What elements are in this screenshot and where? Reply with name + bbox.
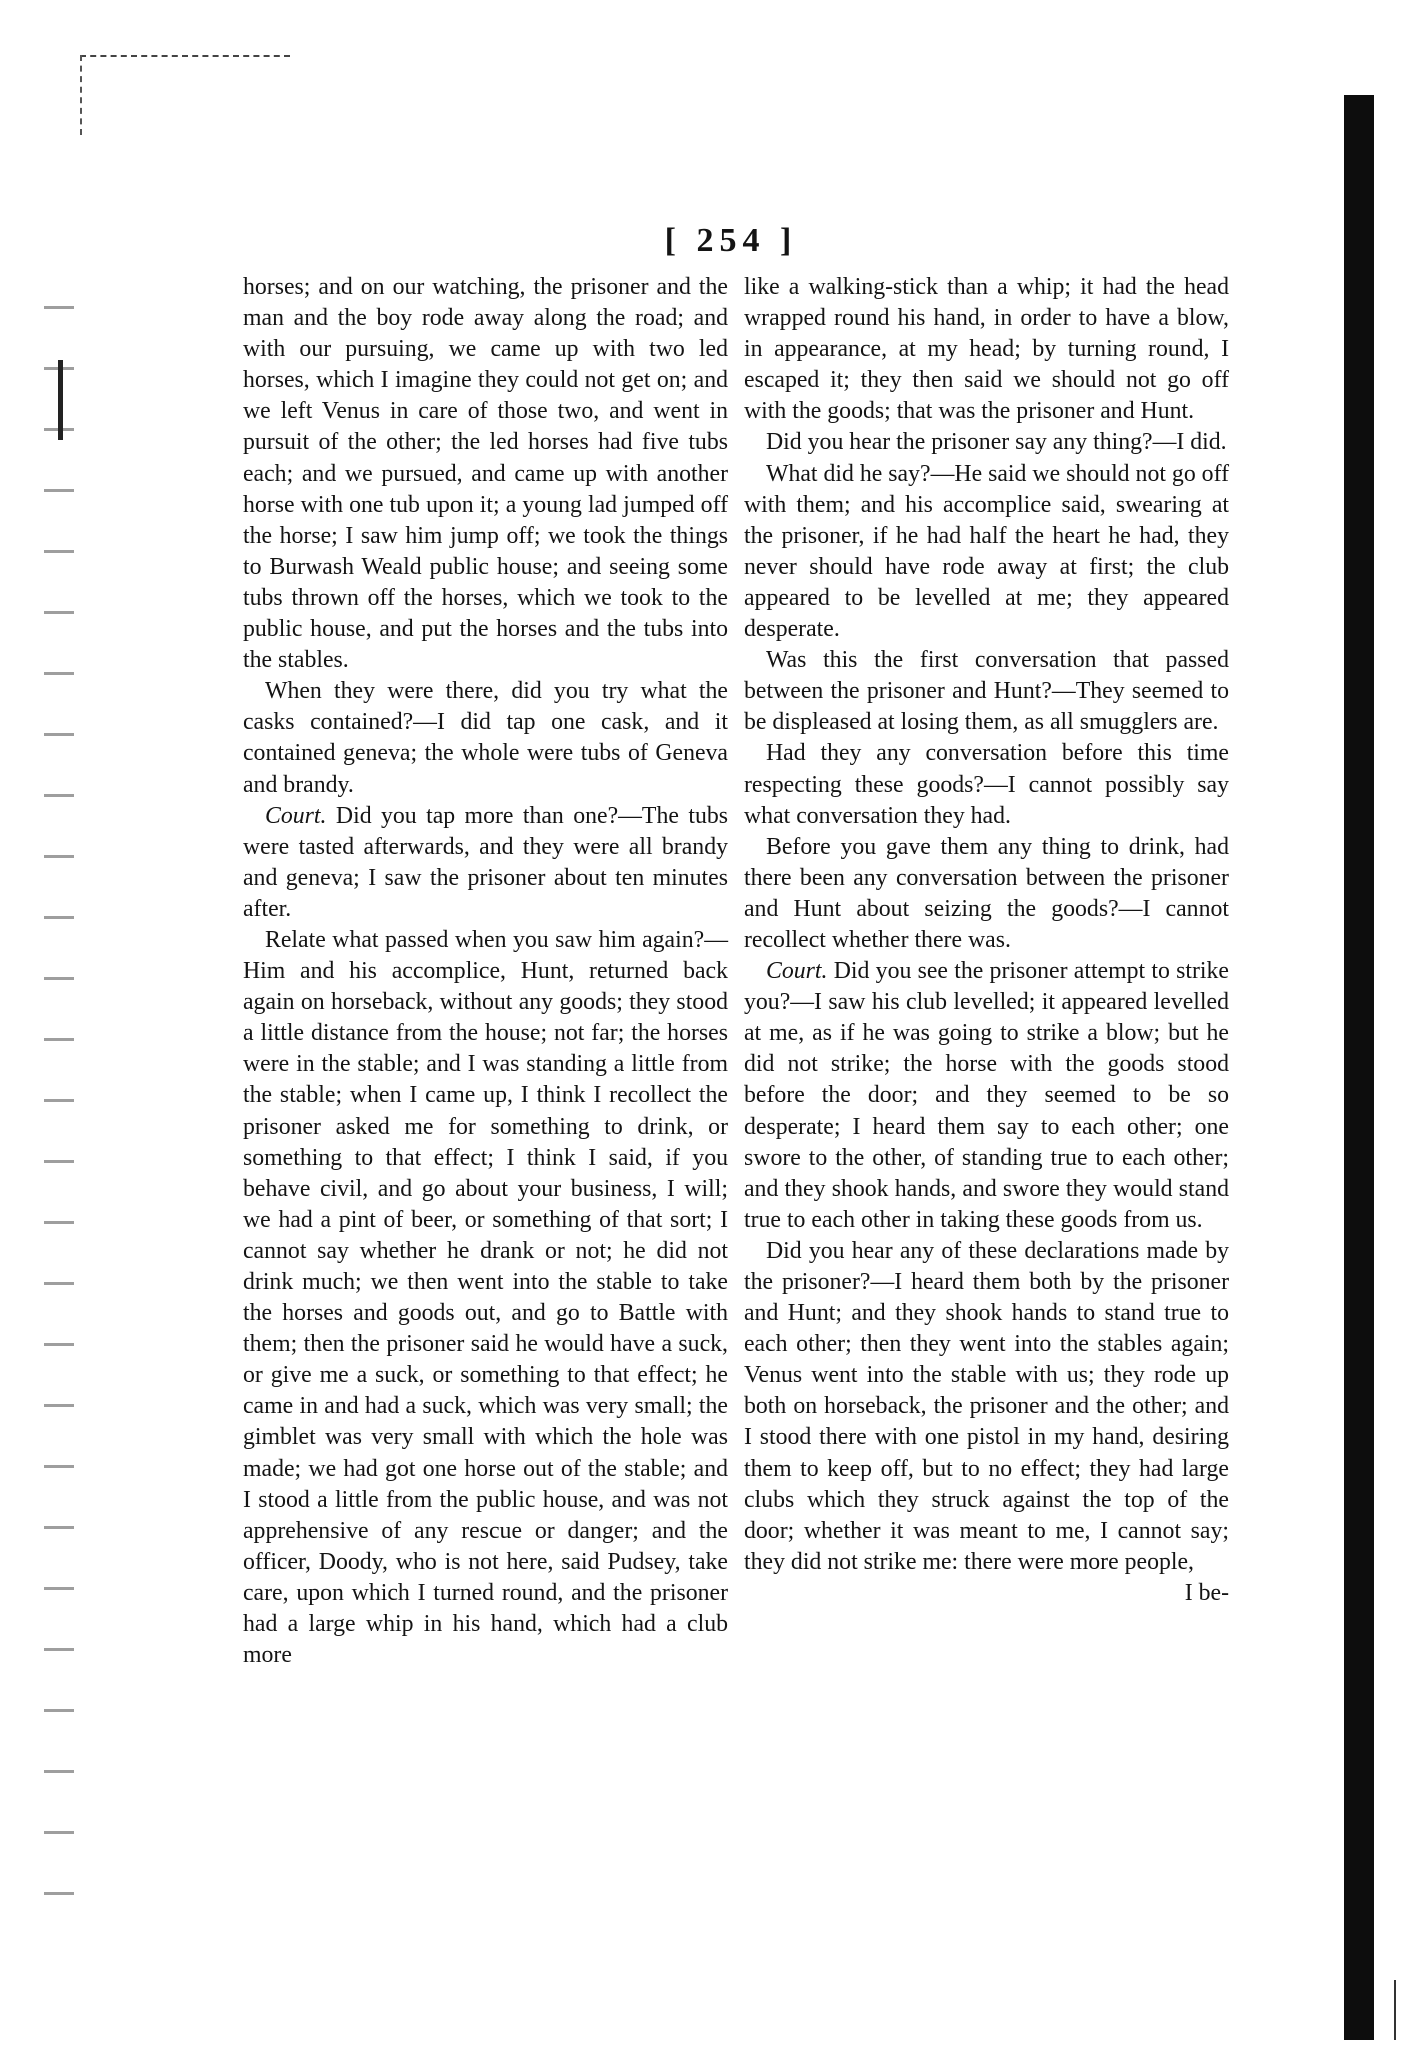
paragraph-text: Did you see the prisoner attempt to strike you?—I saw his club levelled; it appeared levelled at me, as if he was going to strike a blow; but he did not strike; the horse with the goods stood before the door; and they seemed to be so desperate; I heard them say to each other; one swore to the other, of standing true to each other; and they shook hands, and swore they would stand true to each other in taking these goods from us. [744, 958, 1229, 1233]
catchword: I be- [1184, 1579, 1229, 1606]
left-column [243, 272, 728, 1671]
paragraph: Was this the first conversation that passed between the prisoner and Hunt?—They seemed to be displeased at losing them, as all smugglers are. [744, 647, 1229, 736]
scan-artifact [80, 55, 82, 135]
paragraph-text: Did you tap more than one?—The tubs were tasted afterwards, and they were all brandy and geneva; I saw the prisoner about ten minutes after. [243, 802, 728, 922]
paragraph: Did you hear the prisoner say any thing?—I did. [766, 429, 1227, 456]
paragraph: Before you gave them any thing to drink, had there been any conversation between the prisoner and Hunt about seizing the goods?—I cannot recollect whether there was. [744, 833, 1229, 953]
speaker-label: Court. [265, 802, 327, 829]
right-column [744, 272, 1229, 1609]
scan-artifact [58, 360, 63, 440]
scan-artifact [1394, 1980, 1396, 2040]
paragraph: Did you hear any of these declarations made by the prisoner?—I heard them both by the prisoner and Hunt; and they shook hands to stand true to each other; then they went into the stables again; Venus went into the stable with us; they rode up both on horseback, the prisoner and the other; and I stood there with one pistol in my hand, desiring them to keep off, but to no effect; they had large clubs which they struck against the top of the door; whether it was meant to me, I cannot say; they did not strike me: there were more people, [744, 1237, 1229, 1575]
page-number: [ 254 ] [664, 222, 798, 259]
scan-artifact [80, 55, 290, 57]
paragraph: When they were there, did you try what the casks contained?—I did tap one cask, and it contained geneva; the whole were tubs of Geneva and brandy. [243, 678, 728, 798]
paragraph [744, 956, 1229, 1236]
paragraph: Had they any conversation before this time respecting these goods?—I cannot possibly say what conversation they had. [744, 740, 1229, 829]
paragraph [243, 801, 728, 925]
scan-artifact [44, 280, 74, 1930]
binding-edge [1344, 95, 1374, 2040]
paragraph: What did he say?—He said we should not go off with them; and his accomplice said, swearing at the prisoner, if he had half the heart he had, they never should have rode away at first; the club appeared to be levelled at me; they appeared desperate. [744, 460, 1229, 643]
paragraph: horses; and on our watching, the prisoner and the man and the boy rode away along the road; and with our pursuing, we came up with two led horses, which I imagine they could not get on; and we left Venus in care of those two, and went in pursuit of the other; the led horses had five tubs each; and we pursued, and came up with another horse with one tub upon it; a young lad jumped off the horse; I saw him jump off; we took the things to Burwash Weald public house; and seeing some tubs thrown off the horses, which we took to the public house, and put the horses and the tubs into the stables. [243, 274, 728, 674]
speaker-label: Court. [766, 958, 828, 985]
paragraph: like a walking-stick than a whip; it had the head wrapped round his hand, in order to have a blow, in appearance, at my head; by turning round, I escaped it; they then said we should not go off with the goods; that was the prisoner and Hunt. [744, 274, 1229, 425]
paragraph: Relate what passed when you saw him again?—Him and his accomplice, Hunt, returned back again on horseback, without any goods; they stood a little distance from the house; not far; the horses were in the stable; and I was standing a little from the stable; when I came up, I think I recollect the prisoner asked me for something to drink, or something to that effect; I think I said, if you behave civil, and go about your business, I will; we had a pint of beer, or something of that sort; I cannot say whether he drank or not; he did not drink much; we then went into the stable to take the horses and goods out, and go to Battle with them; then the prisoner said he would have a suck, or give me a suck, or something to that effect; he came in and had a suck, which was very small; the gimblet was very small with which the hole was made; we had got one horse out of the stable; and I stood a little from the public house, and was not apprehensive of any rescue or danger; and the officer, Doody, who is not here, said Pudsey, take care, upon which I turned round, and the prisoner had a large whip in his hand, which had a club more [243, 926, 728, 1669]
